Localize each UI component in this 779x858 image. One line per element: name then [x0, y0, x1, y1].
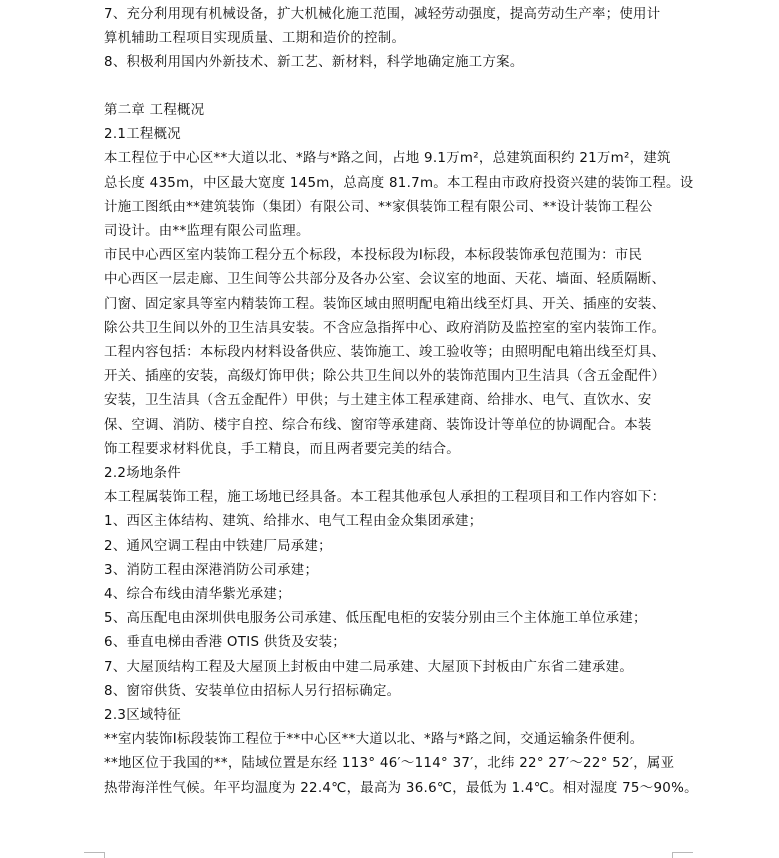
text-line: 2.2场地条件	[104, 466, 181, 481]
text-line: 2.3区域特征	[104, 708, 181, 723]
text-line: 门窗、固定家具等室内精装饰工程。装饰区域由照明配电箱出线至灯具、开关、插座的安装、	[104, 296, 666, 312]
text-line: **地区位于我国的**，陆域位置是东经 113° 46′～114° 37′，北纬 22° 27′～22° 52′，属亚	[104, 756, 675, 772]
text-line: 安装，卫生洁具（含五金配件）甲供；与土建主体工程承建商、给排水、电气、直饮水、安	[104, 393, 652, 409]
text-line: 5、高压配电由深圳供电服务公司承建、低压配电柜的安装分别由三个主体施工单位承建；	[104, 611, 647, 627]
text-line: 3、消防工程由深港消防公司承建；	[104, 562, 319, 578]
text-line: 工程内容包括：本标段内材料设备供应、装饰施工、竣工验收等；由照明配电箱出线至灯具、	[104, 345, 666, 360]
text-line: 本工程属装饰工程，施工场地已经具备。本工程其他承包人承担的工程项目和工作内容如下：	[104, 490, 666, 506]
page-corner-mark-right-v	[672, 852, 673, 858]
text-line: 开关、插座的安装，高级灯饰甲供；除公共卫生间以外的装饰范围内卫生洁具（含五金配件）	[104, 369, 666, 385]
text-line: 除公共卫生间以外的卫生洁具安装。不含应急指挥中心、政府消防及监控室的室内装饰工作。	[104, 320, 666, 336]
text-line: 市民中心西区室内装饰工程分五个标段，本投标段为Ⅰ标段，本标段装饰承包范围为：市民	[104, 248, 643, 264]
text-line: 6、垂直电梯由香港 OTIS 供货及安装；	[104, 635, 346, 651]
page-corner-mark-left-v	[104, 852, 105, 858]
text-line: 本工程位于中心区**大道以北、*路与*路之间，占地 9.1万m²，总建筑面积约 21万m²，建筑	[104, 151, 671, 167]
text-line: 4、综合布线由清华紫光承建；	[104, 587, 291, 602]
text-line: 中心西区一层走廊、卫生间等公共部分及各办公室、会议室的地面、天花、墙面、轻质隔断、	[104, 272, 666, 288]
text-line: 热带海洋性气候。年平均温度为 22.4℃，最高为 36.6℃，最低为 1.4℃。相对湿度 75～90%。	[104, 780, 698, 796]
text-line: 计施工图纸由**建筑装饰（集团）有限公司、**家俱装饰工程有限公司、**设计装饰工程公	[104, 199, 653, 215]
text-line: 司设计。由**监理有限公司监理。	[104, 224, 310, 239]
text-line: 总长度 435m，中区最大宽度 145m，总高度 81.7m。本工程由市政府投资兴建的装饰工程。设	[104, 175, 694, 191]
text-line: 第二章 工程概况	[104, 103, 205, 118]
text-line: 8、窗帘供货、安装单位由招标人另行招标确定。	[104, 683, 401, 699]
text-line: 2.1工程概况	[104, 127, 181, 143]
text-line: 2、通风空调工程由中铁建厂局承建；	[104, 538, 332, 554]
text-line: 算机辅助工程项目实现质量、工期和造价的控制。	[104, 31, 406, 46]
text-line: 1、西区主体结构、建筑、给排水、电气工程由金众集团承建；	[104, 514, 483, 530]
text-line: 7、大屋顶结构工程及大屋顶上封板由中建二局承建、大屋顶下封板由广东省二建承建。	[104, 659, 634, 675]
text-line: **室内装饰Ⅰ标段装饰工程位于**中心区**大道以北、*路与*路之间，交通运输条件便利。	[104, 732, 644, 748]
page-corner-mark-left-h	[84, 852, 105, 853]
text-line: 7、充分利用现有机械设备，扩大机械化施工范围，减轻劳动强度，提高劳动生产率；使用计	[104, 7, 661, 22]
text-line: 饰工程要求材料优良，手工精良，而且两者要完美的结合。	[104, 441, 460, 457]
page-corner-mark-right-h	[672, 852, 693, 853]
text-line: 8、积极利用国内外新技术、新工艺、新材料，科学地确定施工方案。	[104, 55, 524, 70]
text-line: 保、空调、消防、楼宇自控、综合布线、窗帘等承建商、装饰设计等单位的协调配合。本装	[104, 417, 652, 433]
